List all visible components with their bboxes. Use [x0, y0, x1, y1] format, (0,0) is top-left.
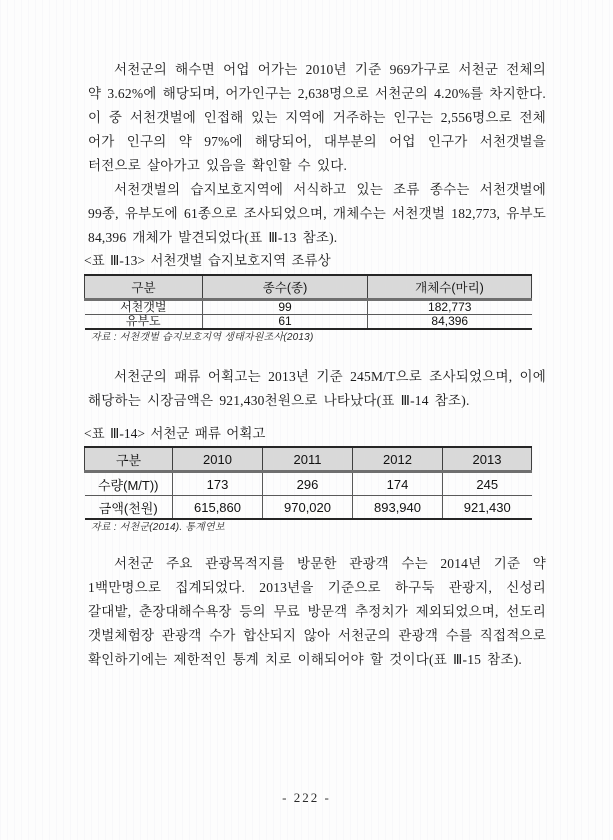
table-cell: 893,940	[353, 496, 443, 520]
table-source-note: 자료 : 서천갯벌 습지보호지역 생태자원조사(2013)	[91, 332, 314, 343]
table-cell: 615,860	[173, 496, 263, 520]
table-cell: 61	[203, 315, 368, 330]
table-cell: 99	[203, 300, 368, 315]
table-header-cell: 2011	[263, 447, 353, 472]
table-cell: 서천갯벌	[85, 300, 203, 315]
table-cell: 유부도	[85, 315, 203, 330]
table-cell: 수량(M/T))	[85, 472, 173, 496]
table-caption: <표 Ⅲ-14> 서천군 패류 어획고	[84, 426, 266, 441]
table-cell: 182,773	[368, 300, 532, 315]
table-header-row	[85, 275, 532, 300]
table-caption: <표 Ⅲ-13> 서천갯벌 습지보호지역 조류상	[84, 253, 331, 268]
table-header-cell: 구분	[85, 447, 173, 472]
table-cell: 174	[353, 472, 443, 496]
bird-fauna-table	[84, 274, 532, 330]
body-paragraph: 서천갯벌의 습지보호지역에 서식하고 있는 조류 종수는 서천갯벌에 99종, 유부도에 61종으로 조사되었으며, 개체수는 서천갯벌 182,773, 유부도 84,396 개체가 발견되었다(표 Ⅲ-13 참조).	[88, 182, 546, 245]
table-cell: 296	[263, 472, 353, 496]
table-header-row	[85, 447, 532, 472]
shellfish-catch-table	[84, 446, 532, 520]
table-cell: 245	[443, 472, 532, 496]
table-cell: 173	[173, 472, 263, 496]
table-row	[85, 300, 532, 315]
table-cell: 921,430	[443, 496, 532, 520]
table-header-cell: 2013	[443, 447, 532, 472]
table-header-cell: 구분	[85, 275, 203, 300]
page-number: - 222 -	[282, 790, 331, 805]
table-cell: 970,020	[263, 496, 353, 520]
table-header-cell: 종수(종)	[203, 275, 368, 300]
table-row	[85, 315, 532, 330]
table-header-cell: 개체수(마리)	[368, 275, 532, 300]
table-cell: 금액(천원)	[85, 496, 173, 520]
table-row	[85, 472, 532, 496]
body-paragraph: 서천군의 해수면 어업 어가는 2010년 기준 969가구로 서천군 전체의 약 3.62%에 해당되며, 어가인구는 2,638명으로 서천군의 4.20%를 차지한다. 이 중 서천갯벌에 인접해 있는 지역에 거주하는 인구는 2,556명으로 전체 어가 인구의 약 97%에 해당되어, 대부분의 어업 인구가 서천갯벌을 터전으로 살아가고 있음을 확인할 수 있다.	[88, 62, 546, 173]
page-content	[84, 58, 546, 672]
body-paragraph: 서천군의 패류 어획고는 2013년 기준 245M/T으로 조사되었으며, 이에 해당하는 시장금액은 921,430천원으로 나타났다(표 Ⅲ-14 참조).	[88, 369, 546, 408]
table-header-cell: 2010	[173, 447, 263, 472]
table-source-note: 자료 : 서천군(2014). 통계연보	[91, 522, 225, 533]
table-cell: 84,396	[368, 315, 532, 330]
body-paragraph: 서천군 주요 관광목적지를 방문한 관광객 수는 2014년 기준 약 1백만명으로 집계되었다. 2013년을 기준으로 하구둑 관광지, 신성리 갈대밭, 춘장대해수욕장 등의 무료 방문객 추정치가 제외되었으며, 선도리 갯벌체험장 관광객 수가 합산되지 않아 서천군의 관광객 수를 직접적으로 확인하기에는 제한적인 통계 치로 이해되어야 할 것이다(표 Ⅲ-15 참조).	[88, 556, 546, 667]
table-row	[85, 496, 532, 520]
table-header-cell: 2012	[353, 447, 443, 472]
